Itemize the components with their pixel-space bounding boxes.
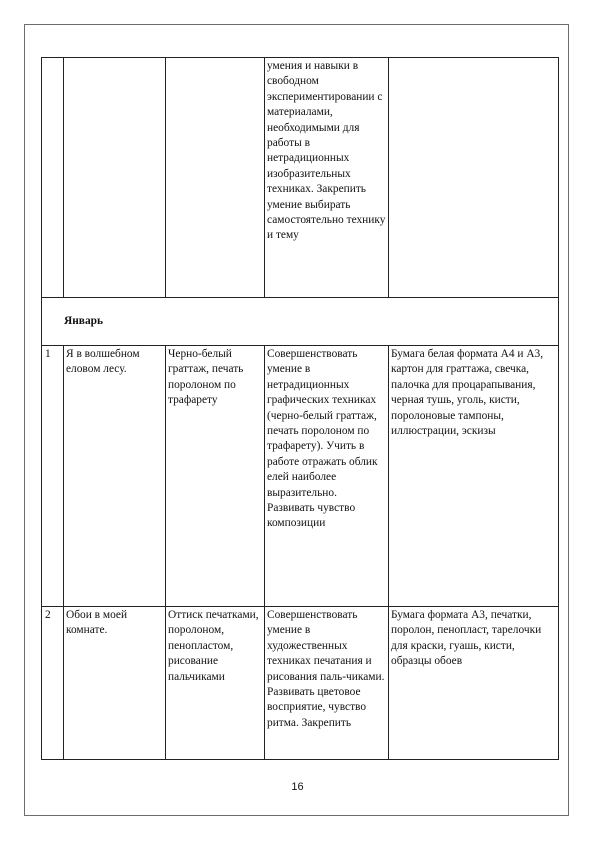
table-row-month	[42, 298, 559, 346]
page-number: 16	[291, 781, 304, 793]
cell-number	[42, 58, 64, 298]
table-row-continuation	[42, 58, 559, 298]
cell-materials	[389, 58, 559, 298]
cell-technique	[166, 58, 265, 298]
cell-technique: Оттиск печатками, поролоном, пенопластом, рисование пальчиками	[166, 607, 265, 760]
cell-number: 2	[42, 607, 64, 760]
cell-number: 1	[42, 346, 64, 607]
cell-tasks: Совершенствовать умение в художественных техниках печатания и рисования паль-чиками. Развивать цветовое восприятие, чувство ритма. Закрепить	[265, 607, 389, 760]
table-row	[42, 607, 559, 760]
cell-materials: Бумага формата А3, печатки, поролон, пенопласт, тарелочки для краски, гуашь, кисти, образцы обоев	[389, 607, 559, 760]
cell-topic	[64, 58, 166, 298]
lesson-plan-table-wrapper	[41, 57, 558, 760]
cell-materials: Бумага белая формата А4 и А3, картон для граттажа, свечка, палочка для процарапывания, черная тушь, уголь, кисти, поролоновые тампоны, иллюстрации, эскизы	[389, 346, 559, 607]
table-row	[42, 346, 559, 607]
cell-tasks: Совершенствовать умение в нетрадиционных графических техниках (черно-белый граттаж, печать поролоном по трафарету). Учить в работе отражать облик елей наиболее выразительно. Развивать чувство композиции	[265, 346, 389, 607]
lesson-plan-table	[41, 57, 559, 760]
cell-technique: Черно-белый граттаж, печать поролоном по трафарету	[166, 346, 265, 607]
cell-tasks: умения и навыки в свободном экспериментировании с материалами, необходимыми для работы в нетрадиционных изобразительных техниках. Закрепить умение выбирать самостоятельно технику и тему	[265, 58, 389, 298]
cell-topic: Я в волшебном еловом лесу.	[64, 346, 166, 607]
month-heading: Январь	[42, 298, 559, 346]
cell-topic: Обои в моей комнате.	[64, 607, 166, 760]
